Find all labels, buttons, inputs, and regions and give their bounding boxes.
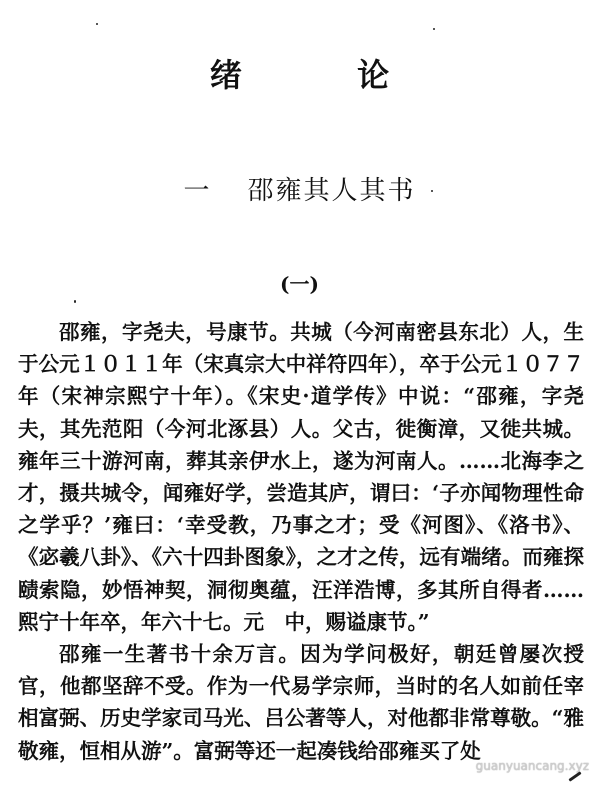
scan-speck bbox=[74, 300, 76, 303]
section-heading bbox=[0, 170, 599, 207]
scan-speck bbox=[431, 190, 433, 192]
scan-speck bbox=[96, 23, 98, 25]
scan-speck bbox=[433, 28, 435, 30]
body-text bbox=[18, 316, 584, 767]
watermark: guanyuancang.xyz bbox=[475, 759, 589, 773]
paragraph-2: 邵雍一生著书十余万言。因为学问极好，朝廷曾屡次授官，他都坚辞不受。作为一代易学宗师，当时的名人如前任宰相富弼、历史学家司马光、吕公著等人，对他都非常尊敬。“雅敬雍，恒相从游”。富弼等还一起凑钱给邵雍买了处 bbox=[18, 642, 584, 763]
paragraph-1: 邵雍，字尧夫，号康节。共城（今河南密县东北）人，生于公元１０１１年（宋真宗大中祥符四年），卒于公元１０７７年（宋神宗熙宁十年）。《宋史·道学传》中说：“邵雍，字尧夫，其先范阳（今河北涿县）人。父古，徙衡漳，又徙共城。雍年三十游河南，葬其亲伊水上，遂为河南人。……北海李之才，摄共城令，闻雍好学，尝造其庐，谓曰：‘子亦闻物理性命之学乎？’雍曰：‘幸受教，乃事之才；受《河图》、《洛书》、《宓羲八卦》、《六十四卦图象》，之才之传，远有端绪。而雍探赜索隐，妙悟神契，洞彻奥蕴，汪洋浩博，多其所自得者……熙宁十年卒，年六十七。元 中，赐谥康节。” bbox=[18, 320, 584, 634]
section-number: 一 bbox=[183, 176, 212, 206]
section-heading-text: 邵雍其人其书 bbox=[247, 176, 416, 206]
subsection-heading: (一) bbox=[280, 272, 319, 296]
chapter-title: 绪 论 bbox=[209, 56, 442, 94]
